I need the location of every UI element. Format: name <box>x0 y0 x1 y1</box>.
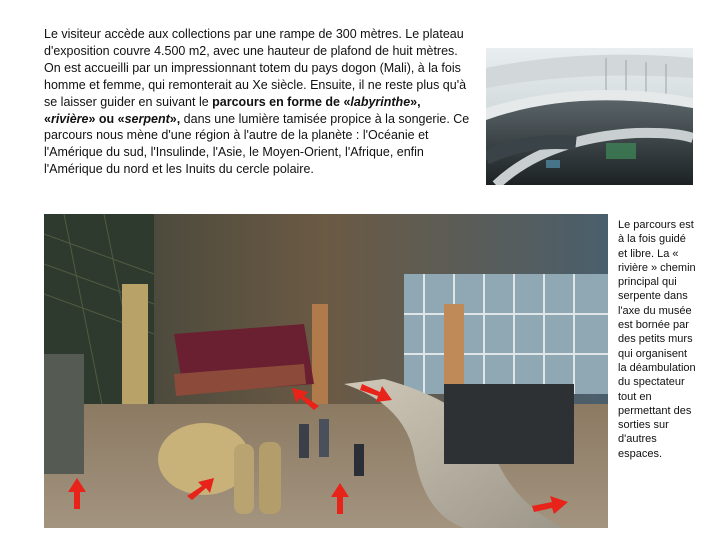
intro-bold-1: parcours en forme de « <box>212 94 351 109</box>
intro-bold-3: » ou « <box>88 111 125 126</box>
intro-italic-serpent: serpent <box>124 111 170 126</box>
exhibition-floor-photo <box>44 214 608 528</box>
ramp-photo <box>486 48 693 185</box>
intro-italic-riviere: rivière <box>50 111 89 126</box>
photo-caption: Le parcours est à la fois guidé et libre. La « rivière » chemin principal qui serpente dans l'axe du musée est bornée par des petits murs qui organisent la déambulation du spectateur tout en permettant des sorties sur d'autres espaces. <box>618 219 696 460</box>
intro-text-2: dans une lumière tamisée propice à la songerie. Ce parcours nous mène d'une région à l'autre de la planète : l'Océanie et l'Amérique du sud, l'Insulinde, l'Asie, le Moyen-Orient, l'Afrique, enfin l'Amérique du nord et les Inuits du cercle polaire. <box>44 111 470 177</box>
intro-text-1: Le visiteur accède aux collections par une rampe de 300 mètres. Le plateau d'exposition couvre 4.500 m2, avec une hauteur de plafond de huit mètres. On est accueilli par un impressionnant totem du pays dogon (Mali), à la fois homme et femme, qui remonterait au Xe siècle. Ensuite, il ne reste plus qu'à se laisser guider en suivant le <box>44 27 467 109</box>
intro-italic-labyrinthe: labyrinthe <box>350 94 411 109</box>
intro-bold-2: », « <box>44 94 421 126</box>
intro-paragraph <box>44 26 474 178</box>
intro-bold-4: », <box>169 111 181 126</box>
